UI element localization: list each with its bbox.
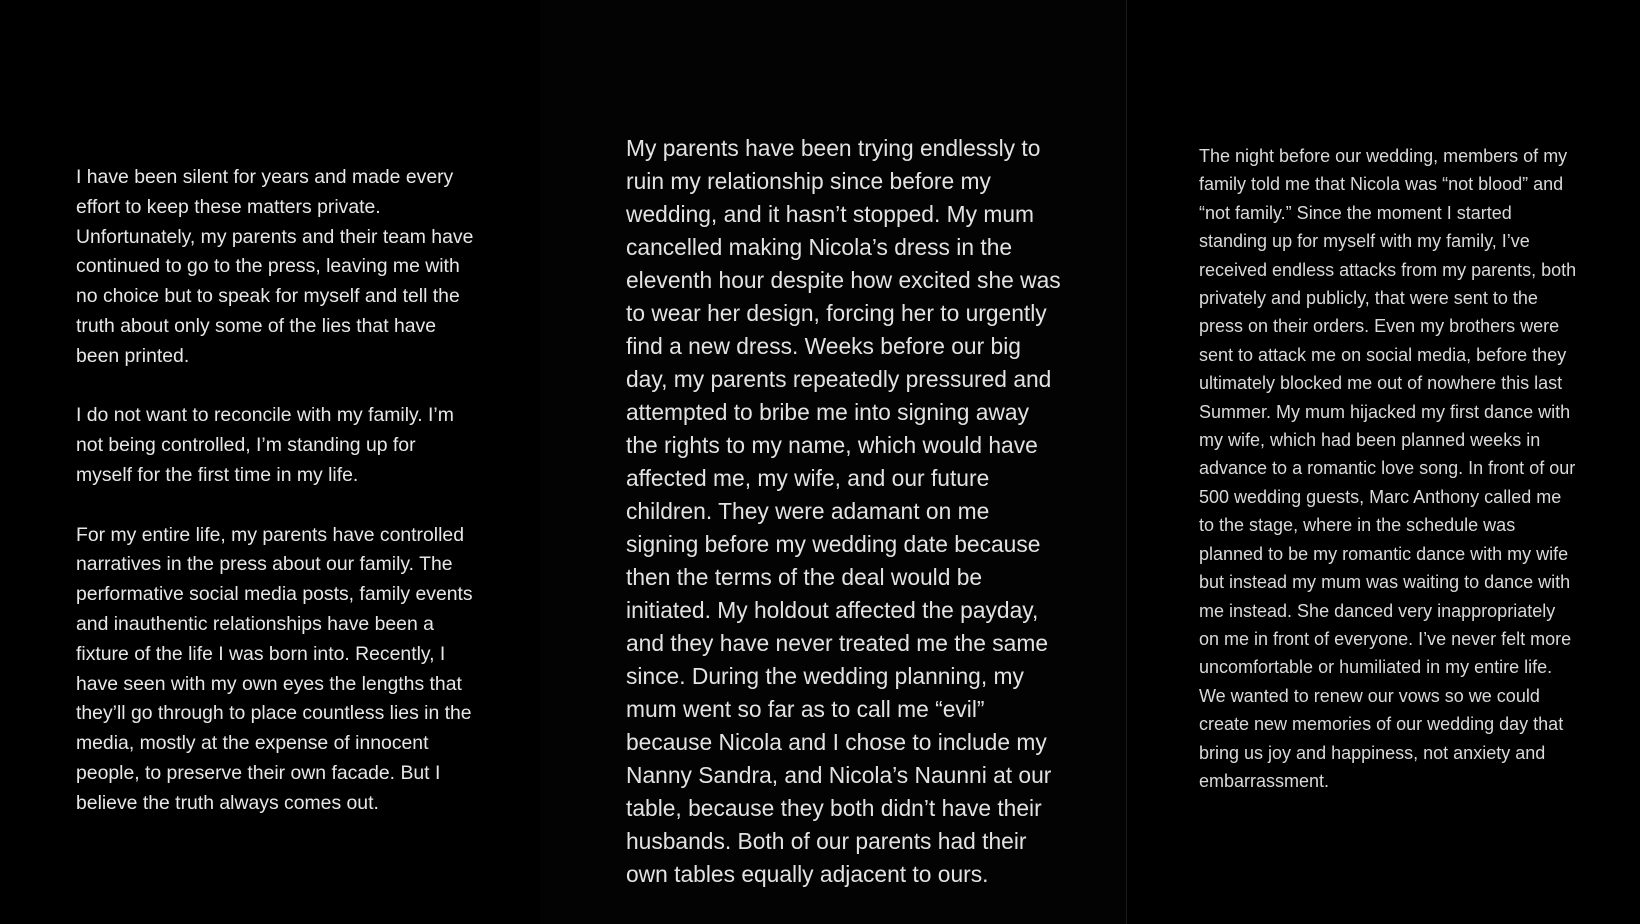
statement-panel-1 — [0, 0, 540, 924]
paragraph-narratives: For my entire life, my parents have controlled narratives in the press about our family. The performative social media posts, family events and inauthentic relationships have been a fixture of the life I was born into. Recently, I have seen with my own eyes the lengths that they’ll go through to place countless lies in the media, mostly at the expense of innocent people, to preserve their own facade. But I believe the truth always comes out. — [76, 523, 473, 814]
paragraph-first-dance: The night before our wedding, members of my family told me that Nicola was “not blood” and “not family.” Since the moment I started standing up for myself with my family, I’ve received endless attacks from my parents, both privately and publicly, that were sent to the press on their orders. Even my brothers were sent to attack me on social media, before they ultimately blocked me out of nowhere this last Summer. My mum hijacked my first dance with my wife, which had been planned weeks in advance to a romantic love song. In front of our 500 wedding guests, Marc Anthony called me to the stage, where in the schedule was planned to be my romantic dance with my wife but instead my mum was waiting to dance with me instead. She danced very inappropriately on me in front of everyone. I’ve never felt more uncomfortable or humiliated in my entire life. We wanted to renew our vows so we could create new memories of our wedding day that bring us joy and happiness, not anxiety and embarrassment. — [1199, 146, 1577, 791]
statement-text-column-3 — [1199, 142, 1577, 795]
statement-text-column-1 — [76, 163, 476, 819]
paragraph-silence: I have been silent for years and made every effort to keep these matters private. Unfortunately, my parents and their team have continued to go to the press, leaving me with no choice but to speak for myself and tell the truth about only some of the lies that have been printed. — [76, 166, 474, 367]
paragraph-wedding-dress: My parents have been trying endlessly to ruin my relationship since before my wedding, and it hasn’t stopped. My mum cancelled making Nicola’s dress in the eleventh hour despite how excited she was to wear her design, forcing her to urgently find a new dress. Weeks before our big day, my parents repeatedly pressured and attempted to bribe me into signing away the rights to my name, which would have affected me, my wife, and our future children. They were adamant on me signing before my wedding date because then the terms of the deal would be initiated. My holdout affected the payday, and they have never treated me the same since. During the wedding planning, my mum went so far as to call me “evil” because Nicola and I chose to include my Nanny Sandra, and Nicola’s Naunni at our table, because they both didn’t have their husbands. Both of our parents had their own tables equally adjacent to ours. — [626, 135, 1061, 887]
statement-text-column-2 — [626, 132, 1062, 891]
paragraph-reconcile: I do not want to reconcile with my family. I’m not being controlled, I’m standing up for myself for the first time in my life. — [76, 404, 454, 486]
